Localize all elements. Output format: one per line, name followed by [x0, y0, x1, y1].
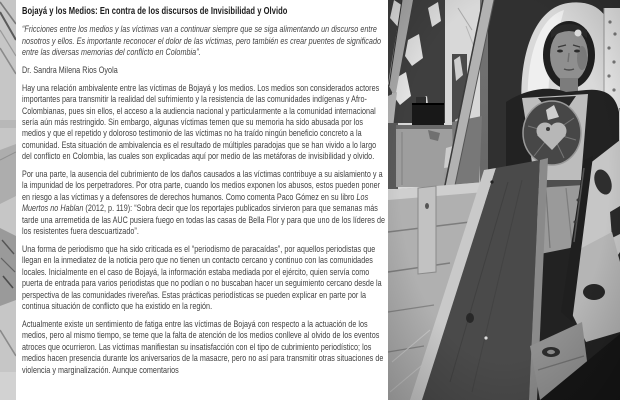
left-photo-fragment [0, 0, 16, 400]
article-paragraph-1: Hay una relación ambivalente entre las víctimas de Bojayá y los medios. Los medios son considerados actores importantes para transmitir la realidad del sufrimiento y la resistencia de las comunidades indígenas y Afro-Colombianas, pues sin ellos, el acceso a la audiencia nacional y particularmente a la comunidad internacional sería aún más restringido. Sin embargo, algunas víctimas temen que su memoria ha sido abusada por los medios y que el repetido y doloroso testimonio de las víctimas no ha traído ningún beneficio concreto a la comunidad. Esta situación de ambivalencia es el resultado de múltiples paradojas que se han vivido a lo largo del conflicto en Colombia, las cuales son explicadas aquí por medio de las metáforas de invisibilidad y olvido. [22, 82, 380, 162]
article-title: Bojayá y los Medios: En contra de los discursos de Invisibilidad y Olvido [22, 6, 288, 17]
book-title: Los Muertos no Hablan [22, 191, 369, 214]
church-photo [388, 0, 620, 400]
article-panel [16, 0, 388, 400]
article-quote: “Fricciones entre los medios y las víctimas van a continuar siempre que se siga alimentando un discurso entre nosotros y ellos. Es importante reconocer el dolor de las víctimas, pero también es crear puentes de significado entre las diversas memorias del conflicto en Colombia”. [22, 24, 382, 57]
article-paragraph-3: Una forma de periodismo que ha sido criticada es el “periodismo de paracaídas”, por aquellos periodistas que llegan en la inmediatez de la noticia pero que no tienen un contacto cercano y continuo con las comunidades locales. Inicialmente en el caso de Bojayá, la información estaba mediada por el ejército, quien servía como puerta de entrada para varios periodistas que no podían o no buscaban hacer un seguimiento cercano desde la perspectiva de las comunidades rivereñas. Estas prácticas periodísticas se pueden explicar en parte por la continua situación de conflicto que ha existido en la región. [22, 244, 382, 312]
article-author: Dr. Sandra Milena Rios Oyola [22, 64, 118, 75]
vignette [388, 0, 620, 400]
article-text [22, 6, 387, 382]
article-paragraph-2 [22, 169, 387, 237]
paragraph-2-after: (2012, p. 119): “Sobra decir que los reportajes publicados sirvieron para que semanas más tarde una arremetida de las AUC pusiera fuego en todas las casas de Bella Flor y para que uno de los líderes de los resistentes fuera descuartizado”. [22, 203, 386, 237]
paragraph-2-before: Por una parte, la ausencia del cubrimiento de los daños causados a las víctimas contribuye a su aislamiento y a la impunidad de los perpetradores. Por otra parte, cuando los medios exponen los abusos, estos pueden poner en riesgo a las víctimas y a defensores de derechos humanos. Como comenta Paco Gómez en su libro [22, 169, 383, 202]
article-paragraph-4: Actualmente existe un sentimiento de fatiga entre las víctimas de Bojayá con respecto a la actuación de los medios, pero al mismo tiempo, se teme que la falta de atención de los medios conlleve al olvido de los eventos atroces que ocurrieron. Las víctimas manifiestan su insatisfacción con el tipo de cubrimiento periodístico; los medios hacen presencia durante los aniversarios de la masacre, pero no así para transmitir otras situaciones de violencia y marginalización. Aunque comentarios [22, 318, 384, 375]
